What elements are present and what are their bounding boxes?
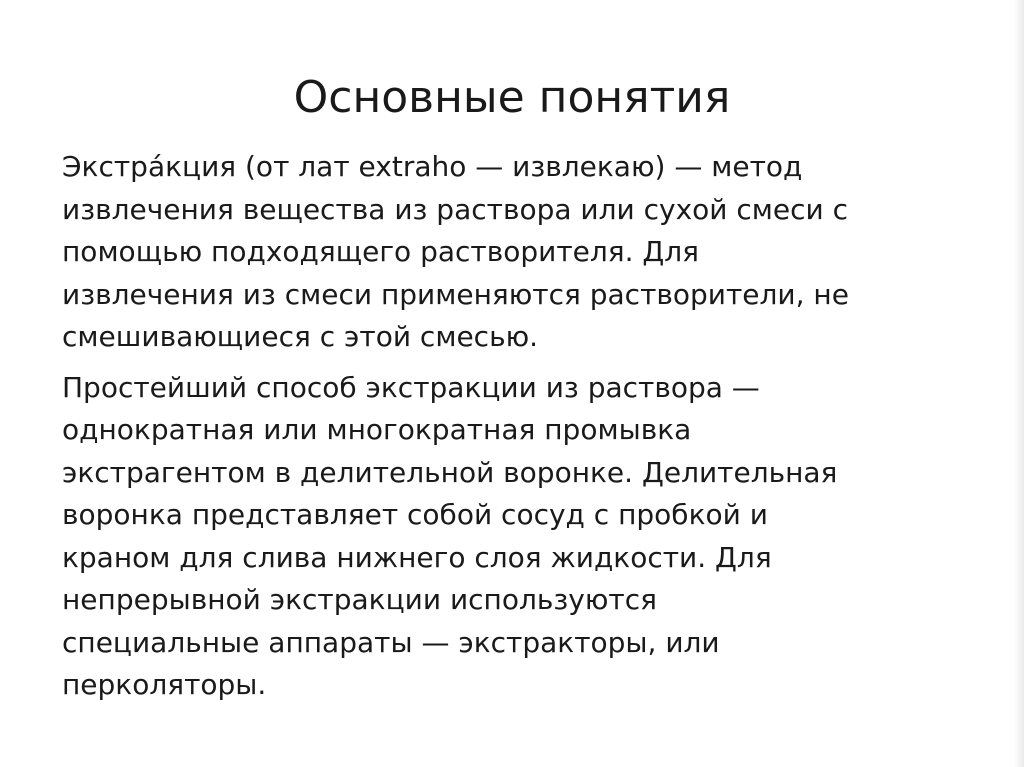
slide-body [62, 146, 962, 707]
slide-title: Основные понятия [293, 72, 731, 123]
paragraph-extraction-method: Простейший способ экстракции из раствора — однократная или многократная промывка экстрагентом в делительной воронке. Делительная воронка представляет собой сосуд с пробкой и краном для слива нижнего слоя жидкости. Для непрерывной экстракции используются специальные аппараты — экстракторы, или перколяторы. [62, 370, 838, 701]
slide-edge-shadow [1014, 0, 1024, 767]
paragraph-extraction-definition: Экстра́кция (от лат extraho — извлекаю) — метод извлечения вещества из раствора или сухой смеси с помощью подходящего растворителя. Для извлечения из смеси применяются растворители, не смешивающиеся с этой смесью. [62, 150, 849, 353]
